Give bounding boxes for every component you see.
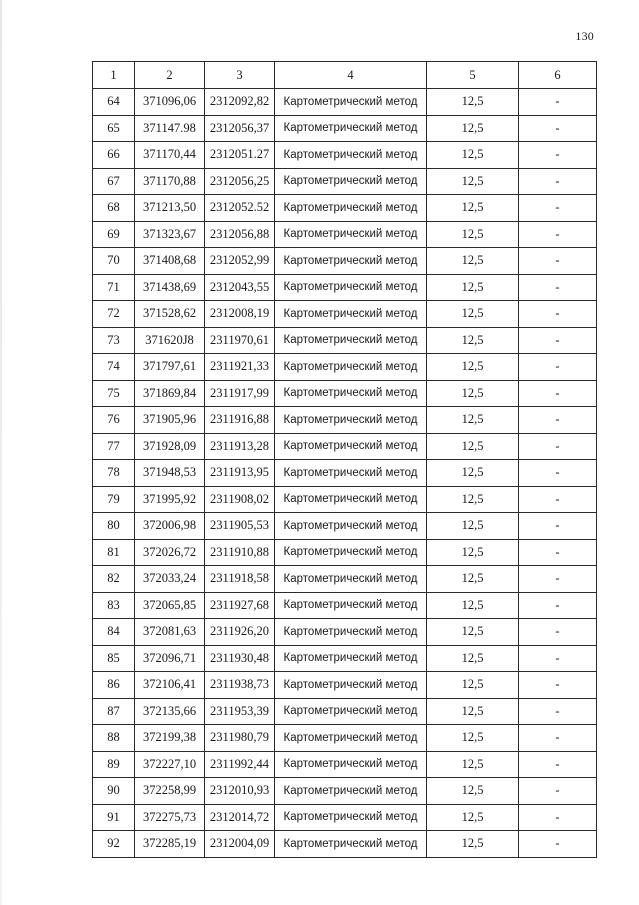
- method-cell: Картометрический метод: [275, 195, 427, 222]
- x-coordinate-cell: 371905,96: [135, 407, 205, 434]
- table-row: [93, 698, 597, 725]
- note-cell: -: [519, 274, 597, 301]
- table-row: [93, 831, 597, 858]
- note-cell: -: [519, 115, 597, 142]
- method-cell: Картометрический метод: [275, 672, 427, 699]
- table-row: [93, 513, 597, 540]
- x-coordinate-cell: 371528,62: [135, 301, 205, 328]
- accuracy-cell: 12,5: [427, 274, 519, 301]
- table-row: [93, 460, 597, 487]
- accuracy-cell: 12,5: [427, 539, 519, 566]
- table-row: [93, 301, 597, 328]
- point-number-cell: 75: [93, 380, 135, 407]
- x-coordinate-cell: 371213,50: [135, 195, 205, 222]
- accuracy-cell: 12,5: [427, 248, 519, 275]
- point-number-cell: 92: [93, 831, 135, 858]
- y-coordinate-cell: 2311916,88: [205, 407, 275, 434]
- table-row: [93, 380, 597, 407]
- point-number-cell: 67: [93, 168, 135, 195]
- table-row: [93, 539, 597, 566]
- x-coordinate-cell: 372135,66: [135, 698, 205, 725]
- method-cell: Картометрический метод: [275, 460, 427, 487]
- method-cell: Картометрический метод: [275, 645, 427, 672]
- y-coordinate-cell: 2312092,82: [205, 89, 275, 116]
- method-cell: Картометрический метод: [275, 566, 427, 593]
- table-row: [93, 672, 597, 699]
- point-number-cell: 78: [93, 460, 135, 487]
- header-row: [93, 62, 597, 89]
- y-coordinate-cell: 2311980,79: [205, 725, 275, 752]
- x-coordinate-cell: 372006,98: [135, 513, 205, 540]
- note-cell: -: [519, 221, 597, 248]
- x-coordinate-cell: 371170,44: [135, 142, 205, 169]
- y-coordinate-cell: 2311927,68: [205, 592, 275, 619]
- method-cell: Картометрический метод: [275, 327, 427, 354]
- note-cell: -: [519, 804, 597, 831]
- x-coordinate-cell: 372227,10: [135, 751, 205, 778]
- method-cell: Картометрический метод: [275, 831, 427, 858]
- method-cell: Картометрический метод: [275, 354, 427, 381]
- note-cell: -: [519, 142, 597, 169]
- accuracy-cell: 12,5: [427, 433, 519, 460]
- note-cell: -: [519, 354, 597, 381]
- y-coordinate-cell: 2311913,28: [205, 433, 275, 460]
- accuracy-cell: 12,5: [427, 672, 519, 699]
- method-cell: Картометрический метод: [275, 407, 427, 434]
- table-row: [93, 407, 597, 434]
- method-cell: Картометрический метод: [275, 804, 427, 831]
- y-coordinate-cell: 2311921,33: [205, 354, 275, 381]
- accuracy-cell: 12,5: [427, 778, 519, 805]
- note-cell: -: [519, 407, 597, 434]
- note-cell: -: [519, 698, 597, 725]
- method-cell: Картометрический метод: [275, 380, 427, 407]
- point-number-cell: 88: [93, 725, 135, 752]
- accuracy-cell: 12,5: [427, 592, 519, 619]
- table-row: [93, 725, 597, 752]
- method-cell: Картометрический метод: [275, 248, 427, 275]
- note-cell: -: [519, 513, 597, 540]
- method-cell: Картометрический метод: [275, 592, 427, 619]
- point-number-cell: 68: [93, 195, 135, 222]
- accuracy-cell: 12,5: [427, 698, 519, 725]
- note-cell: -: [519, 248, 597, 275]
- table-row: [93, 645, 597, 672]
- point-number-cell: 74: [93, 354, 135, 381]
- x-coordinate-cell: 371620J8: [135, 327, 205, 354]
- accuracy-cell: 12,5: [427, 460, 519, 487]
- y-coordinate-cell: 2312052,99: [205, 248, 275, 275]
- point-number-cell: 90: [93, 778, 135, 805]
- method-cell: Картометрический метод: [275, 115, 427, 142]
- point-number-cell: 83: [93, 592, 135, 619]
- table-row: [93, 221, 597, 248]
- table-row: [93, 619, 597, 646]
- method-cell: Картометрический метод: [275, 89, 427, 116]
- method-cell: Картометрический метод: [275, 142, 427, 169]
- accuracy-cell: 12,5: [427, 354, 519, 381]
- accuracy-cell: 12,5: [427, 195, 519, 222]
- note-cell: -: [519, 645, 597, 672]
- table-row: [93, 778, 597, 805]
- table-row: [93, 566, 597, 593]
- method-cell: Картометрический метод: [275, 751, 427, 778]
- x-coordinate-cell: 371948,53: [135, 460, 205, 487]
- x-coordinate-cell: 371147.98: [135, 115, 205, 142]
- table-row: [93, 195, 597, 222]
- note-cell: -: [519, 619, 597, 646]
- y-coordinate-cell: 2312051.27: [205, 142, 275, 169]
- method-cell: Картометрический метод: [275, 301, 427, 328]
- y-coordinate-cell: 2312056,37: [205, 115, 275, 142]
- x-coordinate-cell: 372275,73: [135, 804, 205, 831]
- method-cell: Картометрический метод: [275, 513, 427, 540]
- accuracy-cell: 12,5: [427, 221, 519, 248]
- note-cell: -: [519, 195, 597, 222]
- note-cell: -: [519, 725, 597, 752]
- note-cell: -: [519, 566, 597, 593]
- method-cell: Картометрический метод: [275, 619, 427, 646]
- method-cell: Картометрический метод: [275, 486, 427, 513]
- table-row: [93, 354, 597, 381]
- table-row: [93, 168, 597, 195]
- accuracy-cell: 12,5: [427, 89, 519, 116]
- y-coordinate-cell: 2312014,72: [205, 804, 275, 831]
- point-number-cell: 84: [93, 619, 135, 646]
- table-body: [93, 89, 597, 858]
- point-number-cell: 81: [93, 539, 135, 566]
- point-number-cell: 70: [93, 248, 135, 275]
- accuracy-cell: 12,5: [427, 168, 519, 195]
- point-number-cell: 82: [93, 566, 135, 593]
- x-coordinate-cell: 372096,71: [135, 645, 205, 672]
- table-row: [93, 433, 597, 460]
- note-cell: -: [519, 778, 597, 805]
- coordinates-table: [92, 61, 597, 858]
- accuracy-cell: 12,5: [427, 804, 519, 831]
- table-row: [93, 248, 597, 275]
- x-coordinate-cell: 371928,09: [135, 433, 205, 460]
- accuracy-cell: 12,5: [427, 380, 519, 407]
- y-coordinate-cell: 2311913,95: [205, 460, 275, 487]
- x-coordinate-cell: 371408,68: [135, 248, 205, 275]
- method-cell: Картометрический метод: [275, 274, 427, 301]
- note-cell: -: [519, 301, 597, 328]
- method-cell: Картометрический метод: [275, 778, 427, 805]
- table-header: [93, 62, 597, 89]
- x-coordinate-cell: 372258,99: [135, 778, 205, 805]
- x-coordinate-cell: 371869,84: [135, 380, 205, 407]
- header-cell-6: 6: [519, 62, 597, 89]
- point-number-cell: 89: [93, 751, 135, 778]
- y-coordinate-cell: 2311917,99: [205, 380, 275, 407]
- x-coordinate-cell: 371096,06: [135, 89, 205, 116]
- accuracy-cell: 12,5: [427, 486, 519, 513]
- method-cell: Картометрический метод: [275, 725, 427, 752]
- y-coordinate-cell: 2311918,58: [205, 566, 275, 593]
- note-cell: -: [519, 460, 597, 487]
- y-coordinate-cell: 2311910,88: [205, 539, 275, 566]
- accuracy-cell: 12,5: [427, 619, 519, 646]
- accuracy-cell: 12,5: [427, 645, 519, 672]
- note-cell: -: [519, 327, 597, 354]
- accuracy-cell: 12,5: [427, 566, 519, 593]
- note-cell: -: [519, 380, 597, 407]
- y-coordinate-cell: 2312010,93: [205, 778, 275, 805]
- x-coordinate-cell: 372081,63: [135, 619, 205, 646]
- x-coordinate-cell: 372199,38: [135, 725, 205, 752]
- point-number-cell: 76: [93, 407, 135, 434]
- x-coordinate-cell: 372033,24: [135, 566, 205, 593]
- header-cell-2: 2: [135, 62, 205, 89]
- point-number-cell: 72: [93, 301, 135, 328]
- page-number: 130: [575, 29, 594, 43]
- x-coordinate-cell: 371995,92: [135, 486, 205, 513]
- y-coordinate-cell: 2312052.52: [205, 195, 275, 222]
- note-cell: -: [519, 89, 597, 116]
- y-coordinate-cell: 2312056,25: [205, 168, 275, 195]
- x-coordinate-cell: 371438,69: [135, 274, 205, 301]
- header-cell-3: 3: [205, 62, 275, 89]
- point-number-cell: 79: [93, 486, 135, 513]
- header-cell-4: 4: [275, 62, 427, 89]
- table-row: [93, 274, 597, 301]
- point-number-cell: 71: [93, 274, 135, 301]
- point-number-cell: 73: [93, 327, 135, 354]
- table-row: [93, 804, 597, 831]
- table-row: [93, 89, 597, 116]
- header-cell-5: 5: [427, 62, 519, 89]
- y-coordinate-cell: 2312008,19: [205, 301, 275, 328]
- accuracy-cell: 12,5: [427, 301, 519, 328]
- note-cell: -: [519, 592, 597, 619]
- y-coordinate-cell: 2312056,88: [205, 221, 275, 248]
- accuracy-cell: 12,5: [427, 831, 519, 858]
- point-number-cell: 65: [93, 115, 135, 142]
- method-cell: Картометрический метод: [275, 221, 427, 248]
- point-number-cell: 64: [93, 89, 135, 116]
- header-cell-1: 1: [93, 62, 135, 89]
- note-cell: -: [519, 751, 597, 778]
- x-coordinate-cell: 372106,41: [135, 672, 205, 699]
- y-coordinate-cell: 2311930,48: [205, 645, 275, 672]
- method-cell: Картометрический метод: [275, 539, 427, 566]
- y-coordinate-cell: 2311926,20: [205, 619, 275, 646]
- table-row: [93, 115, 597, 142]
- point-number-cell: 91: [93, 804, 135, 831]
- accuracy-cell: 12,5: [427, 407, 519, 434]
- point-number-cell: 77: [93, 433, 135, 460]
- y-coordinate-cell: 2311908,02: [205, 486, 275, 513]
- point-number-cell: 87: [93, 698, 135, 725]
- x-coordinate-cell: 372065,85: [135, 592, 205, 619]
- note-cell: -: [519, 831, 597, 858]
- note-cell: -: [519, 539, 597, 566]
- y-coordinate-cell: 2312043,55: [205, 274, 275, 301]
- y-coordinate-cell: 2311953,39: [205, 698, 275, 725]
- accuracy-cell: 12,5: [427, 142, 519, 169]
- note-cell: -: [519, 486, 597, 513]
- x-coordinate-cell: 371170,88: [135, 168, 205, 195]
- point-number-cell: 69: [93, 221, 135, 248]
- x-coordinate-cell: 372285,19: [135, 831, 205, 858]
- note-cell: -: [519, 168, 597, 195]
- note-cell: -: [519, 433, 597, 460]
- table-row: [93, 142, 597, 169]
- note-cell: -: [519, 672, 597, 699]
- table-row: [93, 327, 597, 354]
- accuracy-cell: 12,5: [427, 327, 519, 354]
- table-row: [93, 592, 597, 619]
- x-coordinate-cell: 371323,67: [135, 221, 205, 248]
- x-coordinate-cell: 372026,72: [135, 539, 205, 566]
- x-coordinate-cell: 371797,61: [135, 354, 205, 381]
- method-cell: Картометрический метод: [275, 433, 427, 460]
- y-coordinate-cell: 2311938,73: [205, 672, 275, 699]
- y-coordinate-cell: 2312004,09: [205, 831, 275, 858]
- point-number-cell: 80: [93, 513, 135, 540]
- point-number-cell: 86: [93, 672, 135, 699]
- y-coordinate-cell: 2311905,53: [205, 513, 275, 540]
- scan-edge: [0, 0, 2, 905]
- point-number-cell: 66: [93, 142, 135, 169]
- table-row: [93, 486, 597, 513]
- method-cell: Картометрический метод: [275, 168, 427, 195]
- point-number-cell: 85: [93, 645, 135, 672]
- y-coordinate-cell: 2311970,61: [205, 327, 275, 354]
- accuracy-cell: 12,5: [427, 725, 519, 752]
- accuracy-cell: 12,5: [427, 513, 519, 540]
- table-row: [93, 751, 597, 778]
- accuracy-cell: 12,5: [427, 115, 519, 142]
- y-coordinate-cell: 2311992,44: [205, 751, 275, 778]
- method-cell: Картометрический метод: [275, 698, 427, 725]
- accuracy-cell: 12,5: [427, 751, 519, 778]
